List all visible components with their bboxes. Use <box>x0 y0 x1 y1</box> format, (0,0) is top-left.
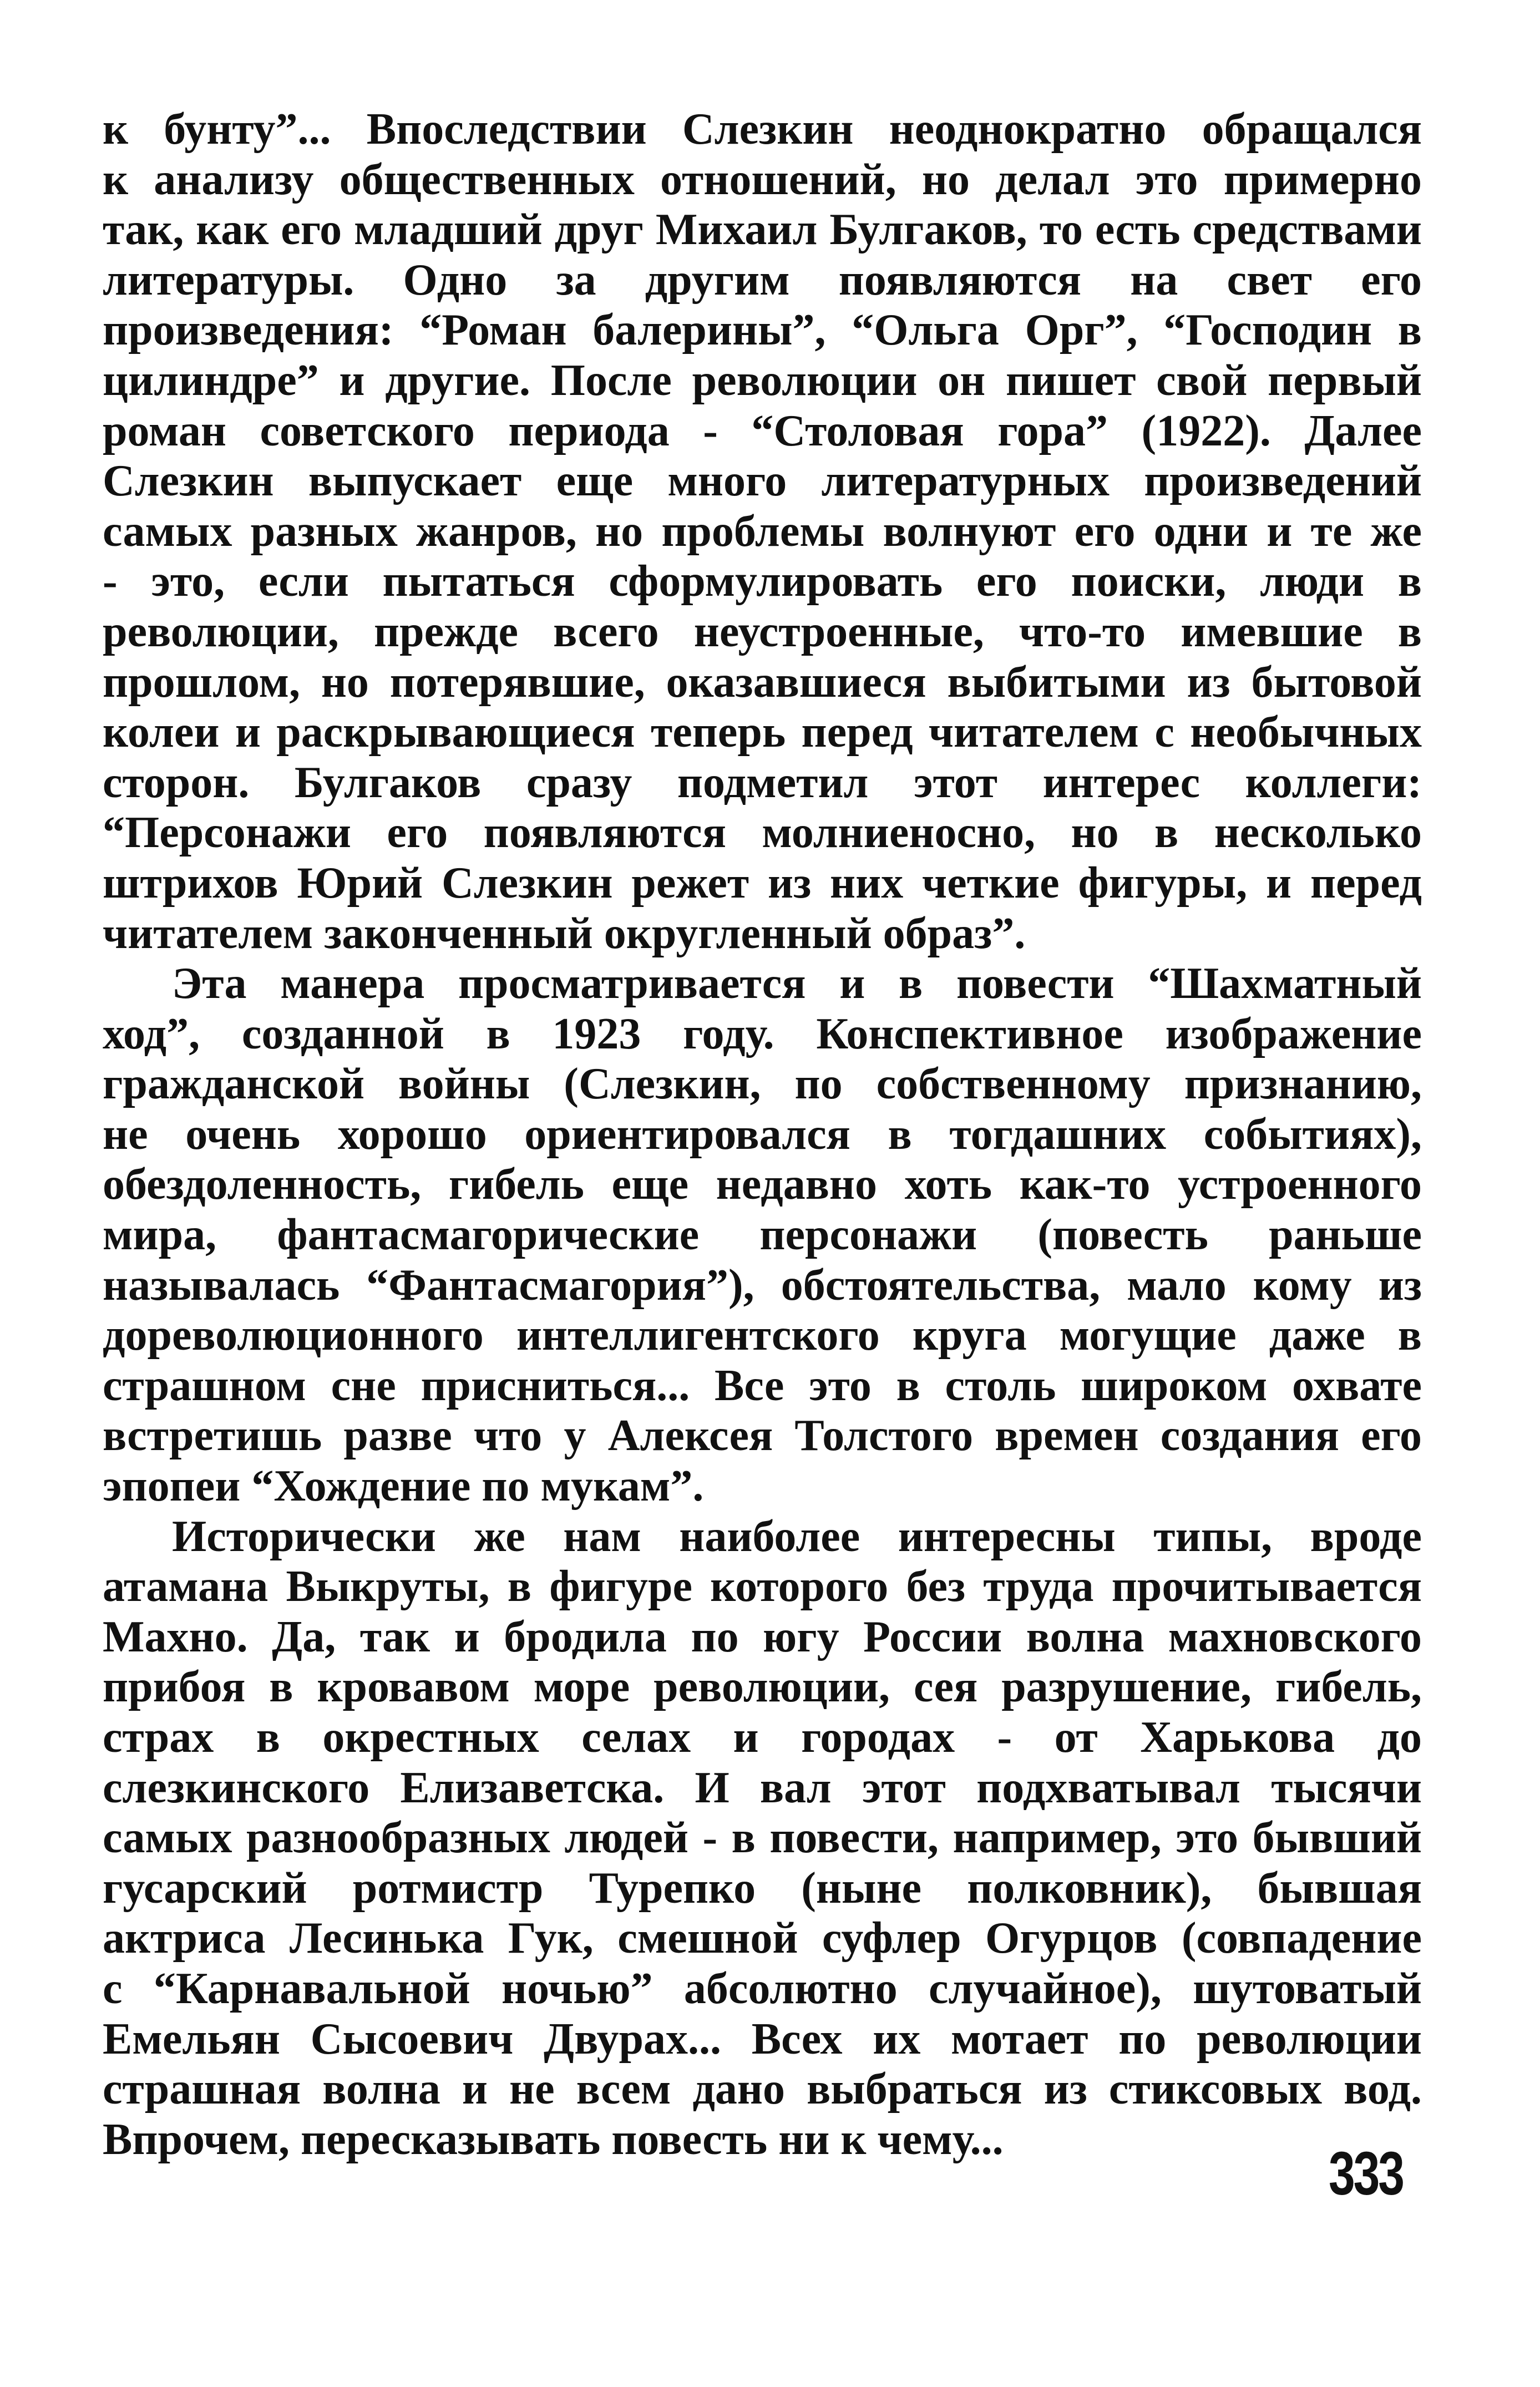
text-line: встретишь разве что у Алексея Толстого времен создания его <box>103 1411 1422 1461</box>
text-line: Эта манера просматривается и в повести “Шахматный <box>172 959 1422 1008</box>
text-line: роман советского периода - “Столовая гора” (1922). Далее <box>103 406 1422 455</box>
text-line: к анализу общественных отношений, но делал это примерно <box>103 155 1422 204</box>
text-line: сторон. Булгаков сразу подметил этот интерес коллеги: <box>103 758 1422 807</box>
paragraph <box>103 959 1422 1512</box>
text-line: Впрочем, пересказывать повесть ни к чему... <box>103 2115 1004 2164</box>
text-line: атамана Выкруты, в фигуре которого без труда прочитывается <box>103 1562 1422 1611</box>
text-line: штрихов Юрий Слезкин режет из них четкие фигуры, и перед <box>103 858 1422 908</box>
text-line: Емельян Сысоевич Двурах... Всех их мотает по революции <box>103 2014 1422 2064</box>
text-line: так, как его младший друг Михаил Булгаков, то есть средствами <box>103 205 1422 255</box>
text-line: страшная волна и не всем дано выбраться из стиксовых вод. <box>103 2065 1422 2114</box>
paragraph <box>103 1512 1422 2165</box>
text-line: прошлом, но потерявшие, оказавшиеся выбитыми из бытовой <box>103 657 1422 707</box>
text-line: с “Карнавальной ночью” абсолютно случайное), шутоватый <box>103 1964 1422 2013</box>
page-number: 333 <box>1329 2140 1403 2208</box>
text-line: литературы. Одно за другим появляются на свет его <box>103 255 1422 305</box>
text-line: Махно. Да, так и бродила по югу России волна махновского <box>103 1612 1422 1661</box>
text-line: обездоленность, гибель еще недавно хоть как-то устроенного <box>103 1160 1422 1209</box>
text-line: страх в окрестных селах и городах - от Харькова до <box>103 1713 1422 1762</box>
text-line: не очень хорошо ориентировался в тогдашних событиях), <box>103 1109 1422 1159</box>
text-line: гусарский ротмистр Турепко (ныне полковник), бывшая <box>103 1863 1422 1913</box>
text-line: “Персонажи его появляются молниеносно, но в несколько <box>103 808 1422 858</box>
text-line: самых разнообразных людей - в повести, например, это бывший <box>103 1813 1422 1863</box>
text-line: прибоя в кровавом море революции, сея разрушение, гибель, <box>103 1663 1422 1712</box>
text-line: страшном сне присниться... Все это в столь широком охвате <box>103 1361 1422 1410</box>
text-line: - это, если пытаться сформулировать его поиски, люди в <box>103 557 1422 606</box>
text-line: называлась “Фантасмагория”), обстоятельства, мало кому из <box>103 1260 1422 1310</box>
text-line: самых разных жанров, но проблемы волнуют его одни и те же <box>103 506 1422 556</box>
text-line: дореволюционного интеллигентского круга могущие даже в <box>103 1311 1422 1360</box>
text-line: Исторически же нам наиболее интересны типы, вроде <box>172 1512 1422 1561</box>
body-text <box>103 104 1422 2165</box>
text-line: эпопеи “Хождение по мукам”. <box>103 1462 704 1511</box>
text-line: произведения: “Роман балерины”, “Ольга Орг”, “Господин в <box>103 306 1422 355</box>
text-line: слезкинского Елизаветска. И вал этот подхватывал тысячи <box>103 1763 1422 1812</box>
text-line: ход”, созданной в 1923 году. Конспективное изображение <box>103 1009 1422 1058</box>
paragraph <box>103 104 1422 959</box>
text-line: колеи и раскрывающиеся теперь перед читателем с необычных <box>103 708 1422 757</box>
text-line: к бунту”... Впоследствии Слезкин неоднократно обращался <box>103 105 1422 154</box>
text-line: революции, прежде всего неустроенные, что-то имевшие в <box>103 607 1422 656</box>
text-line: Слезкин выпускает еще много литературных произведений <box>103 457 1422 506</box>
text-line: актриса Лесинька Гук, смешной суфлер Огурцов (совпадение <box>103 1914 1422 1963</box>
text-line: цилиндре” и другие. После революции он пишет свой первый <box>103 356 1422 405</box>
text-line: читателем законченный округленный образ”. <box>103 909 1026 958</box>
text-line: мира, фантасмагорические персонажи (повесть раньше <box>103 1210 1422 1260</box>
text-line: гражданской войны (Слезкин, по собственному признанию, <box>103 1060 1422 1109</box>
